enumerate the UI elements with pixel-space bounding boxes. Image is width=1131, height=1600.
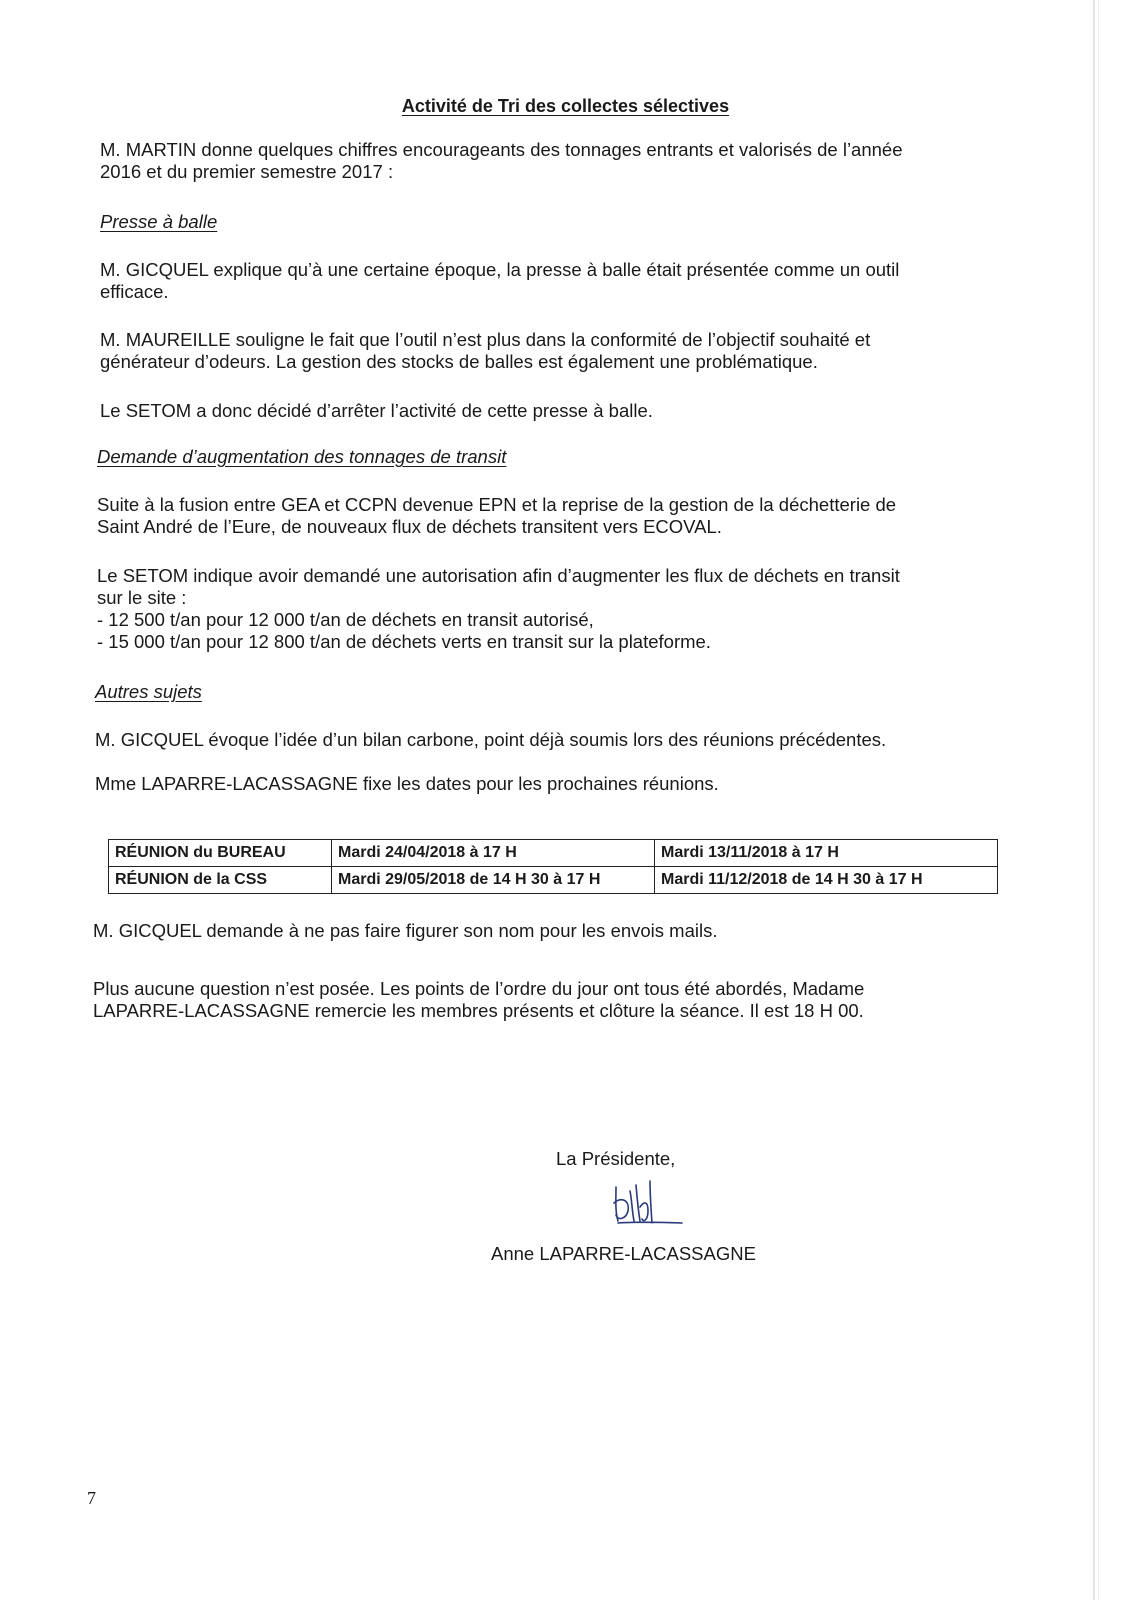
presse-paragraph-3: Le SETOM a donc décidé d’arrêter l’activité de cette presse à balle. xyxy=(100,400,653,421)
table-cell: Mardi 11/12/2018 de 14 H 30 à 17 H xyxy=(655,867,998,894)
presse-paragraph-2 xyxy=(100,329,995,373)
table-cell: Mardi 13/11/2018 à 17 H xyxy=(655,840,998,867)
table-cell: RÉUNION du BUREAU xyxy=(109,840,332,867)
presse-paragraph-1 xyxy=(100,259,993,303)
intro-paragraph xyxy=(100,139,997,183)
table-row xyxy=(109,867,998,894)
meetings-table xyxy=(108,839,998,894)
signature-name: Anne LAPARRE-LACASSAGNE xyxy=(491,1243,756,1264)
list-item: - 12 500 t/an pour 12 000 t/an de déchets en transit autorisé, xyxy=(97,609,594,630)
table-cell: Mardi 24/04/2018 à 17 H xyxy=(332,840,655,867)
text-line: Saint André de l’Eure, de nouveaux flux de déchets transitent vers ECOVAL. xyxy=(97,516,722,537)
text-line: Plus aucune question n’est posée. Les points de l’ordre du jour ont tous été abordés, Madame xyxy=(93,978,865,999)
autres-paragraph-2: Mme LAPARRE-LACASSAGNE fixe les dates pour les prochaines réunions. xyxy=(95,773,719,794)
scan-edge-inner xyxy=(1098,0,1099,1600)
transit-paragraph-2 xyxy=(97,565,995,653)
list-item: - 15 000 t/an pour 12 800 t/an de déchets verts en transit sur la plateforme. xyxy=(97,631,711,652)
text-line: sur le site : xyxy=(97,587,187,608)
signature-mark xyxy=(610,1177,690,1229)
text-line: générateur d’odeurs. La gestion des stocks de balles est également une problématique. xyxy=(100,351,818,372)
transit-paragraph-1 xyxy=(97,494,995,538)
text-line: M. MAUREILLE souligne le fait que l’outil n’est plus dans la conformité de l’objectif souhaité et xyxy=(100,329,871,350)
text-line: efficace. xyxy=(100,281,169,302)
table-cell: RÉUNION de la CSS xyxy=(109,867,332,894)
page-number: 7 xyxy=(87,1488,96,1508)
autres-paragraph-1: M. GICQUEL évoque l’idée d’un bilan carbone, point déjà soumis lors des réunions précédentes. xyxy=(95,729,887,750)
text-line: LAPARRE-LACASSAGNE remercie les membres présents et clôture la séance. Il est 18 H 00. xyxy=(93,1000,864,1021)
text-line: M. GICQUEL explique qu’à une certaine époque, la presse à balle était présentée comme un outil xyxy=(100,259,900,280)
signature-title: La Présidente, xyxy=(556,1148,676,1169)
table-row xyxy=(109,840,998,867)
closing-paragraph xyxy=(93,978,1003,1022)
text-line: M. MARTIN donne quelques chiffres encourageants des tonnages entrants et valorisés de l’année xyxy=(100,139,903,160)
section-heading-autres: Autres sujets xyxy=(95,681,202,702)
text-line: Le SETOM indique avoir demandé une autorisation afin d’augmenter les flux de déchets en transit xyxy=(97,565,900,586)
section-heading-presse: Presse à balle xyxy=(100,211,218,232)
after-table-paragraph: M. GICQUEL demande à ne pas faire figurer son nom pour les envois mails. xyxy=(93,920,718,941)
table-cell: Mardi 29/05/2018 de 14 H 30 à 17 H xyxy=(332,867,655,894)
text-line: 2016 et du premier semestre 2017 : xyxy=(100,161,394,182)
page-title: Activité de Tri des collectes sélectives xyxy=(401,96,730,116)
section-heading-transit: Demande d’augmentation des tonnages de transit xyxy=(97,446,507,467)
scan-edge xyxy=(1093,0,1095,1600)
text-line: Suite à la fusion entre GEA et CCPN devenue EPN et la reprise de la gestion de la déchetterie de xyxy=(97,494,897,515)
